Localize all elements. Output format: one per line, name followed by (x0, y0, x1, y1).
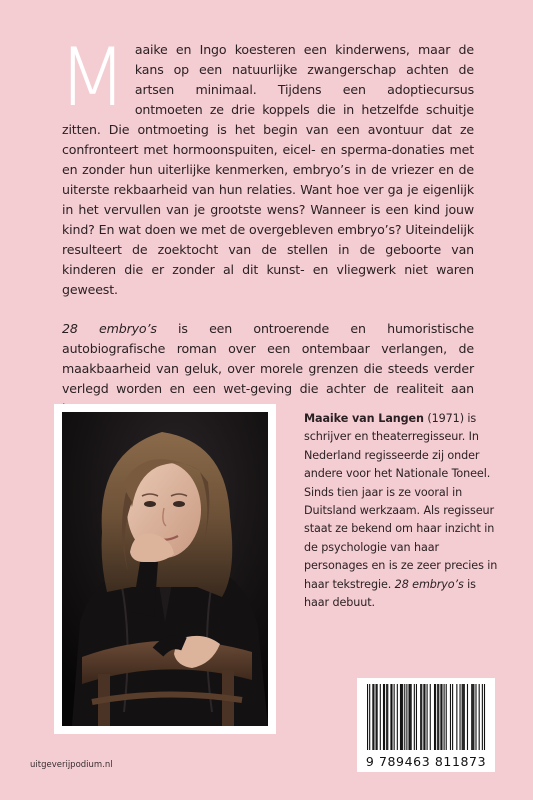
barcode-bar (444, 684, 445, 750)
barcode-bar (410, 684, 411, 750)
author-name: Maaike van Langen (304, 412, 424, 425)
barcode-bar (401, 684, 402, 750)
barcode-bar (464, 684, 465, 750)
book-title-italic: 28 embryo’s (62, 321, 157, 336)
author-bio-text-2: is haar debuut. (304, 577, 476, 610)
barcode-bar (467, 684, 468, 750)
barcode-bar (430, 684, 431, 750)
barcode-bar (369, 684, 370, 750)
barcode-bar (384, 684, 385, 750)
barcode-bar (367, 684, 368, 750)
author-photo (62, 412, 268, 726)
barcode-bar (479, 684, 480, 750)
barcode-bar (452, 684, 453, 750)
barcode-bar (484, 684, 485, 750)
barcode-bar (435, 684, 436, 750)
author-bio-book-title: 28 embryo’s (394, 577, 464, 591)
barcode-bar (408, 684, 409, 750)
barcode-bar (372, 684, 373, 750)
barcode-bar (450, 684, 451, 750)
barcode-bars (357, 678, 495, 756)
author-portrait-illustration (62, 412, 268, 726)
barcode-bar (397, 684, 398, 750)
author-bio (304, 410, 500, 612)
barcode-bar (376, 684, 377, 750)
barcode-bar (475, 684, 476, 750)
barcode-bar (387, 684, 388, 750)
blurb (58, 31, 474, 419)
barcode-bar (420, 684, 421, 750)
barcode-bar (463, 684, 464, 750)
blurb-paragraph-1 (58, 31, 474, 300)
publisher-website: uitgeverijpodium.nl (30, 760, 113, 770)
barcode-bar (380, 684, 381, 750)
barcode-bar (390, 684, 391, 750)
isbn-barcode (357, 678, 495, 772)
barcode-bar (471, 684, 472, 750)
blurb-paragraph-1-text: aaike en Ingo koesteren een kinderwens, maar de kans op een natuurlijke zwangerschap achten de artsen minimaal. Tijdens een adoptiecursus ontmoeten ze drie koppels die in hetzelfde schuitje zitten. Die ontmoeting is het begin van een avontuur dat ze confronteert met hormoonspuiten, eicel- en sperma-donaties met en zonder hun uiterlijke kenmerken, embryo’s in de vriezer en de uiterste rekbaarheid van hun relaties. Want hoe ver ga je eigenlijk in het vervullen van je grootste wens? Wanneer is een kind jouw kind? En wat doen we met de overgebleven embryo’s? Uiteindelijk resulteert de zoektocht van de stellen in de geboorte van kinderen die er zonder al dit kunst- en vliegwerk niet waren geweest. (62, 42, 474, 297)
barcode-bar (416, 684, 417, 750)
isbn-digits: 9 789463 811873 (365, 754, 487, 769)
barcode-bar (421, 684, 422, 750)
barcode-bar (472, 684, 473, 750)
barcode-bar (427, 684, 428, 750)
blurb-paragraph-2-text: is een ontroerende en humoristische autobiografische roman over een ontembaar verlangen, de maakbaarheid van geluk, over morele grenzen die steeds verder verlegd worden en een wet-geving die achter de realiteit aan (62, 321, 474, 396)
barcode-bar (411, 684, 412, 750)
barcode-bar (400, 684, 401, 750)
barcode-bar (377, 684, 378, 750)
barcode-bar (482, 684, 483, 750)
author-bio-text-1: (1971) is schrijver en theaterregisseur. In Nederland regisseerde zij onder andere voor het Nationale Toneel. Sinds tien jaar is ze vooral in Duitsland werkzaam. Als regisseur staat ze bekend om haar inzicht in de psychologie van haar personages en is ze zeer precies in haar tekstregie. (304, 412, 498, 591)
barcode-bar (459, 684, 460, 750)
barcode-bar (446, 684, 447, 750)
barcode-bar (414, 684, 415, 750)
barcode-bar (406, 684, 407, 750)
barcode-bar (456, 684, 457, 750)
barcode-bar (394, 684, 395, 750)
barcode-bar (462, 684, 463, 750)
barcode-bar (424, 684, 425, 750)
barcode-bar (437, 684, 438, 750)
barcode-bar (391, 684, 392, 750)
barcode-bar (373, 684, 374, 750)
barcode-bar (434, 684, 435, 750)
barcode-bar (438, 684, 439, 750)
barcode-bar (423, 684, 424, 750)
barcode-bar (404, 684, 405, 750)
dropcap-letter: M (58, 31, 127, 124)
barcode-bar (440, 684, 441, 750)
barcode-bar (386, 684, 387, 750)
barcode-bar (383, 684, 384, 750)
author-photo-frame (54, 404, 276, 734)
barcode-bar (441, 684, 442, 750)
barcode-bar (402, 684, 403, 750)
barcode-bar (473, 684, 474, 750)
